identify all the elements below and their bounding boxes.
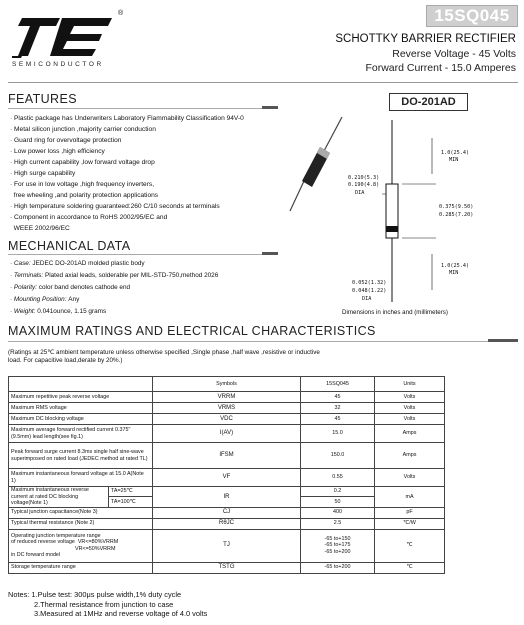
- table-row: [9, 518, 445, 529]
- feature-item: · Plastic package has Underwriters Laboratory Flammability Classification 94V-0: [10, 115, 244, 122]
- tj-symbol: TJ: [153, 529, 301, 562]
- ir-value1: 0.2: [301, 487, 375, 497]
- tj-unit: ℃: [375, 529, 445, 562]
- row-unit: Amps: [375, 443, 445, 469]
- tj-param: [9, 529, 153, 562]
- table-row-ir: [9, 487, 445, 497]
- dim-body-dia-a: 0.210(5.3): [348, 175, 380, 181]
- mechanical-underline: [8, 254, 278, 255]
- dim-lead-top: 1.0(25.4): [441, 150, 470, 156]
- row-unit: Volts: [375, 414, 445, 425]
- ir-unit: mA: [375, 487, 445, 508]
- row-symbol: VF: [153, 469, 301, 487]
- row-param: Maximum average forward rectified current 0.375"(9.5mm) lead length(see fig.1): [9, 425, 153, 443]
- row-value: 45: [301, 392, 375, 403]
- mech-item: · Mounting Position: Any: [10, 296, 80, 303]
- mech-item: · Terminals: Plated axial leads, solderable per MIL-STD-750,method 2026: [10, 272, 219, 279]
- row-value: 400: [301, 507, 375, 518]
- feature-item: · Component in accordance to RoHS 2002/95/EC and: [10, 214, 168, 221]
- mech-item: · Case: JEDEC DO-201AD molded plastic body: [10, 260, 145, 267]
- row-param: Typical junction capacitance(Note 3): [9, 507, 153, 518]
- dimension-note: Dimensions in inches and (millimeters): [342, 309, 448, 316]
- col-param: [9, 377, 153, 392]
- ir-symbol: IR: [153, 487, 301, 508]
- feature-item: · High surge capability: [10, 170, 76, 177]
- row-value: 2.5: [301, 518, 375, 529]
- reverse-voltage-spec: Reverse Voltage - 45 Volts: [392, 48, 516, 60]
- row-value: 150.0: [301, 443, 375, 469]
- ratings-table: [8, 376, 445, 574]
- row-unit: Volts: [375, 403, 445, 414]
- table-row: [9, 414, 445, 425]
- feature-item: · For use in low voltage ,high frequency inverters,: [10, 181, 155, 188]
- ratings-note-line1: (Ratings at 25℃ ambient temperature unless otherwise specified ,Single phase ,half wave ,resistive or inductive: [8, 349, 320, 356]
- diode-photo: [286, 115, 346, 215]
- row-symbol: VDC: [153, 414, 301, 425]
- note-3: 3.Measured at 1MHz and reverse voltage of 4.0 volts: [34, 609, 208, 618]
- col-symbol: Symbols: [153, 377, 301, 392]
- ratings-bar: [488, 339, 518, 342]
- row-unit: ℃/W: [375, 518, 445, 529]
- features-heading: FEATURES: [8, 92, 77, 106]
- dim-lead-bottom: 1.0(25.4): [441, 263, 470, 269]
- features-bar: [262, 106, 278, 109]
- dim-body-dia-b: 0.190(4.8): [348, 182, 380, 188]
- feature-item: · High temperature soldering guaranteed:260 C/10 seconds at terminals: [10, 203, 220, 210]
- mechanical-heading: MECHANICAL DATA: [8, 239, 131, 253]
- features-underline: [8, 108, 278, 109]
- row-symbol: CJ: [153, 507, 301, 518]
- row-symbol: VRRM: [153, 392, 301, 403]
- table-header-row: [9, 377, 445, 392]
- row-param: Maximum RMS voltage: [9, 403, 153, 414]
- part-number-badge: 15SQ045: [426, 5, 518, 27]
- tj-param1: Operating junction temperature range: [11, 532, 101, 539]
- tj-value2: -65 to+175: [324, 542, 351, 549]
- tj-value3: -65 to+200: [324, 548, 351, 555]
- ratings-heading: MAXIMUM RATINGS AND ELECTRICAL CHARACTERISTICS: [8, 324, 376, 338]
- row-param: Peak forward surge current 8.3ms single half sine-wave superimposed on rated load (JEDEC method at rated TL): [9, 443, 153, 469]
- row-value: 45: [301, 414, 375, 425]
- feature-item: · Low power loss ,high efficiency: [10, 148, 105, 155]
- col-unit: Units: [375, 377, 445, 392]
- tj-param3: in DC forward model: [11, 552, 61, 558]
- package-name: DO-201AD: [389, 93, 468, 111]
- ir-cond1: TA=25℃: [109, 487, 153, 497]
- feature-item: · High current capability ,low forward voltage drop: [10, 159, 155, 166]
- table-row: [9, 425, 445, 443]
- row-param: Maximum DC blocking voltage: [9, 414, 153, 425]
- row-value: 0.55: [301, 469, 375, 487]
- tj-param2-line: of reduced reverse voltage VR<=80%VRRM: [11, 539, 119, 545]
- row-value: 32: [301, 403, 375, 414]
- company-logo: [12, 16, 116, 58]
- dim-body-len-b: 0.285(7.20): [439, 212, 474, 218]
- row-unit: pF: [375, 507, 445, 518]
- table-row: [9, 469, 445, 487]
- features-list: [10, 113, 244, 234]
- row-symbol: IFSM: [153, 443, 301, 469]
- table-row: [9, 507, 445, 518]
- tj-value1: -65 to+150: [324, 535, 351, 542]
- row-symbol: RθJC: [153, 518, 301, 529]
- row-unit: ℃: [375, 562, 445, 573]
- row-value: 15.0: [301, 425, 375, 443]
- mechanical-list: [10, 258, 218, 318]
- registered-mark: ®: [118, 10, 124, 17]
- tj-cond2: VR<=50%VRRM: [75, 545, 116, 552]
- feature-item: free wheeling ,and polarity protection applications: [13, 192, 159, 199]
- ir-param: Maximum instantaneous reverse current at rated DC blocking voltage(Note 1): [9, 487, 109, 508]
- note-1: Notes: 1.Pulse test: 300μs pulse width,1% duty cycle: [8, 590, 182, 599]
- mech-item: · Polarity: color band denotes cathode end: [10, 284, 131, 291]
- forward-current-spec: Forward Current - 15.0 Amperes: [365, 62, 516, 74]
- row-symbol: TSTG: [153, 562, 301, 573]
- dim-lead-dia-b: 0.048(1.22): [352, 288, 387, 294]
- row-unit: Volts: [375, 392, 445, 403]
- company-name: SEMICONDUCTOR: [12, 61, 104, 68]
- row-param: Maximum instantaneous forward voltage at 15.0 A(Note 1): [9, 469, 153, 487]
- dim-lead-bottom-min: MIN: [449, 270, 459, 276]
- ir-value2: 50: [301, 497, 375, 507]
- table-row: [9, 443, 445, 469]
- dim-lead-dia-label: DIA: [362, 296, 372, 302]
- row-symbol: I(AV): [153, 425, 301, 443]
- row-param: Typical thermal resistance (Note 2): [9, 518, 153, 529]
- table-row-tj: [9, 529, 445, 562]
- note-2: 2.Thermal resistance from junction to case: [34, 599, 174, 609]
- table-row: [9, 392, 445, 403]
- row-param: Maximum repetitive peak reverse voltage: [9, 392, 153, 403]
- feature-item: · Guard ring for overvoltage protection: [10, 137, 122, 144]
- table-row: [9, 562, 445, 573]
- dim-body-len-a: 0.375(9.50): [439, 204, 474, 210]
- row-value: -65 to+200: [301, 562, 375, 573]
- dim-lead-dia-a: 0.052(1.32): [352, 280, 387, 286]
- row-param: Storage temperature range: [9, 562, 153, 573]
- row-unit: Amps: [375, 425, 445, 443]
- row-unit: Volts: [375, 469, 445, 487]
- dim-body-dia-label: DIA: [355, 190, 365, 196]
- col-value: 15SQ045: [301, 377, 375, 392]
- feature-item: · Metal silicon junction ,majority carrier conduction: [10, 126, 156, 133]
- ir-cond2: TA=100℃: [109, 497, 153, 507]
- mech-item: · Weight: 0.041ounce, 1.15 grams: [10, 308, 107, 315]
- header-divider: [8, 82, 518, 83]
- feature-item: WEEE 2002/96/EC: [13, 225, 70, 232]
- mechanical-bar: [262, 252, 278, 255]
- ratings-underline: [8, 341, 518, 342]
- dim-lead-top-min: MIN: [449, 157, 459, 163]
- notes: [8, 590, 207, 619]
- ratings-note-line2: load. For capacitive load,derate by 20%.): [8, 357, 123, 364]
- tj-values: [301, 529, 375, 562]
- table-row: [9, 403, 445, 414]
- ratings-note: [8, 349, 408, 365]
- row-symbol: VRMS: [153, 403, 301, 414]
- product-title: SCHOTTKY BARRIER RECTIFIER: [335, 33, 516, 45]
